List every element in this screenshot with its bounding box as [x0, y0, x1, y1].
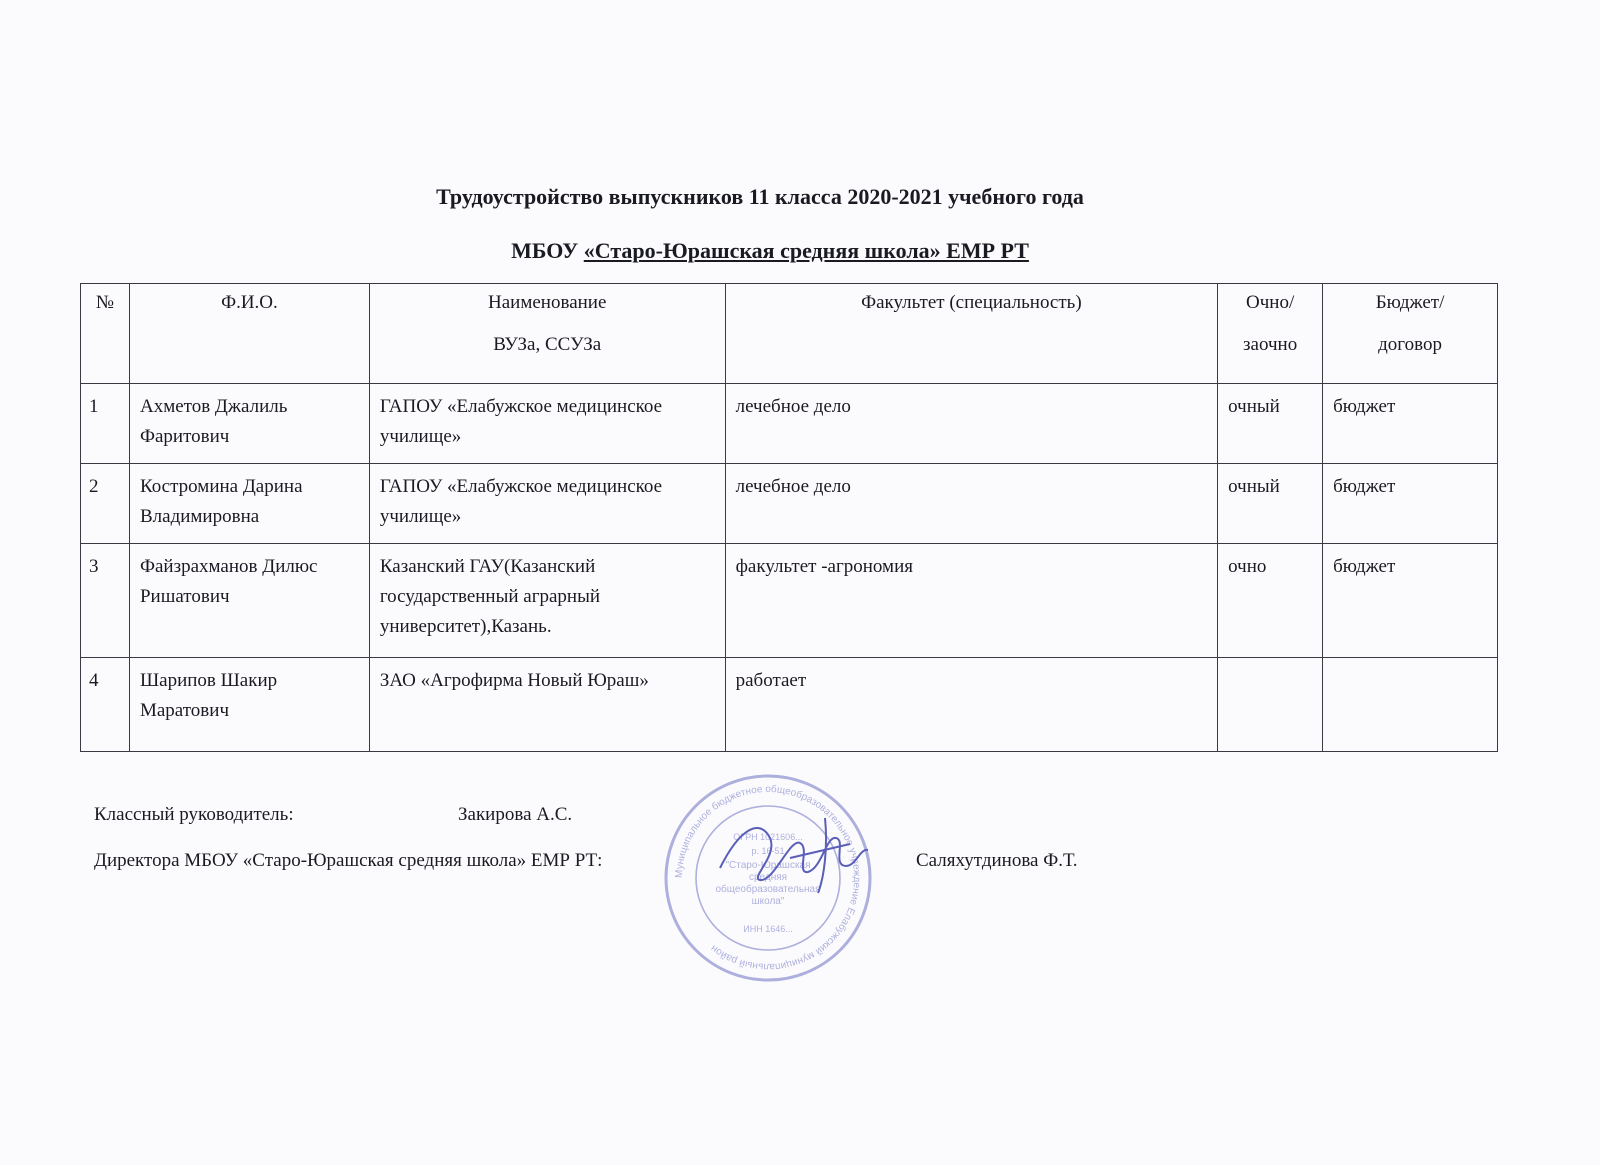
- stamp-ogrn: ОГРН 1021606...: [733, 832, 803, 842]
- row-number: 1: [81, 384, 130, 464]
- institution-name: Казанский ГАУ(Казанский государственный аграрный университет),Казань.: [369, 544, 725, 658]
- stamp-inn: ИНН 1646...: [743, 924, 793, 934]
- header-study-form: Очно/ заочно: [1218, 284, 1323, 384]
- student-name: Файзрахманов Дилюс Ришатович: [129, 544, 369, 658]
- faculty: работает: [725, 658, 1218, 752]
- header-number: №: [81, 284, 130, 384]
- faculty: лечебное дело: [725, 384, 1218, 464]
- class-teacher-name: Закирова А.С.: [458, 804, 573, 825]
- study-form: [1218, 658, 1323, 752]
- graduates-table: [80, 283, 1498, 752]
- document-title: Трудоустройство выпускников 11 класса 2020-2021 учебного года: [436, 184, 1084, 209]
- faculty: лечебное дело: [725, 464, 1218, 544]
- row-number: 3: [81, 544, 130, 658]
- table-row: [81, 544, 1498, 658]
- student-name: Шарипов Шакир Маратович: [129, 658, 369, 752]
- funding: бюджет: [1323, 384, 1498, 464]
- school-title-name: «Старо-Юрашская средняя школа» ЕМР РТ: [583, 238, 1029, 263]
- director-label: Директора МБОУ «Старо-Юрашская средняя школа» ЕМР РТ:: [94, 850, 603, 871]
- institution-name: ЗАО «Агрофирма Новый Юраш»: [369, 658, 725, 752]
- table-header-row: [81, 284, 1498, 384]
- class-teacher-label: Классный руководитель:: [94, 804, 294, 825]
- study-form: очный: [1218, 384, 1323, 464]
- student-name: Костромина Дарина Владимировна: [129, 464, 369, 544]
- header-institution: Наименование ВУЗа, ССУЗа: [369, 284, 725, 384]
- header-name: Ф.И.О.: [129, 284, 369, 384]
- funding: [1323, 658, 1498, 752]
- institution-name: ГАПОУ «Елабужское медицинское училище»: [369, 464, 725, 544]
- row-number: 2: [81, 464, 130, 544]
- study-form: очный: [1218, 464, 1323, 544]
- director-name: Саляхутдинова Ф.Т.: [916, 850, 1078, 871]
- funding: бюджет: [1323, 544, 1498, 658]
- director-signature: [700, 808, 900, 898]
- table-row: [81, 658, 1498, 752]
- header-funding: Бюджет/ договор: [1323, 284, 1498, 384]
- faculty: факультет -агрономия: [725, 544, 1218, 658]
- funding: бюджет: [1323, 464, 1498, 544]
- institution-name: ГАПОУ «Елабужское медицинское училище»: [369, 384, 725, 464]
- school-title: [0, 238, 1570, 264]
- student-name: Ахметов Джалиль Фаритович: [129, 384, 369, 464]
- row-number: 4: [81, 658, 130, 752]
- stamp-center-text: "Старо-Юрашская средняя общеобразовательная школа": [715, 860, 821, 907]
- table-row: [81, 384, 1498, 464]
- school-title-prefix: МБОУ: [511, 238, 584, 263]
- header-faculty: Факультет (специальность): [725, 284, 1218, 384]
- stamp-ring-text: Муниципальное бюджетное общеобразовательное учреждение Елабужский муниципальный район: [673, 783, 863, 973]
- table-row: [81, 464, 1498, 544]
- stamp-code: р. 16-51: [751, 846, 785, 856]
- study-form: очно: [1218, 544, 1323, 658]
